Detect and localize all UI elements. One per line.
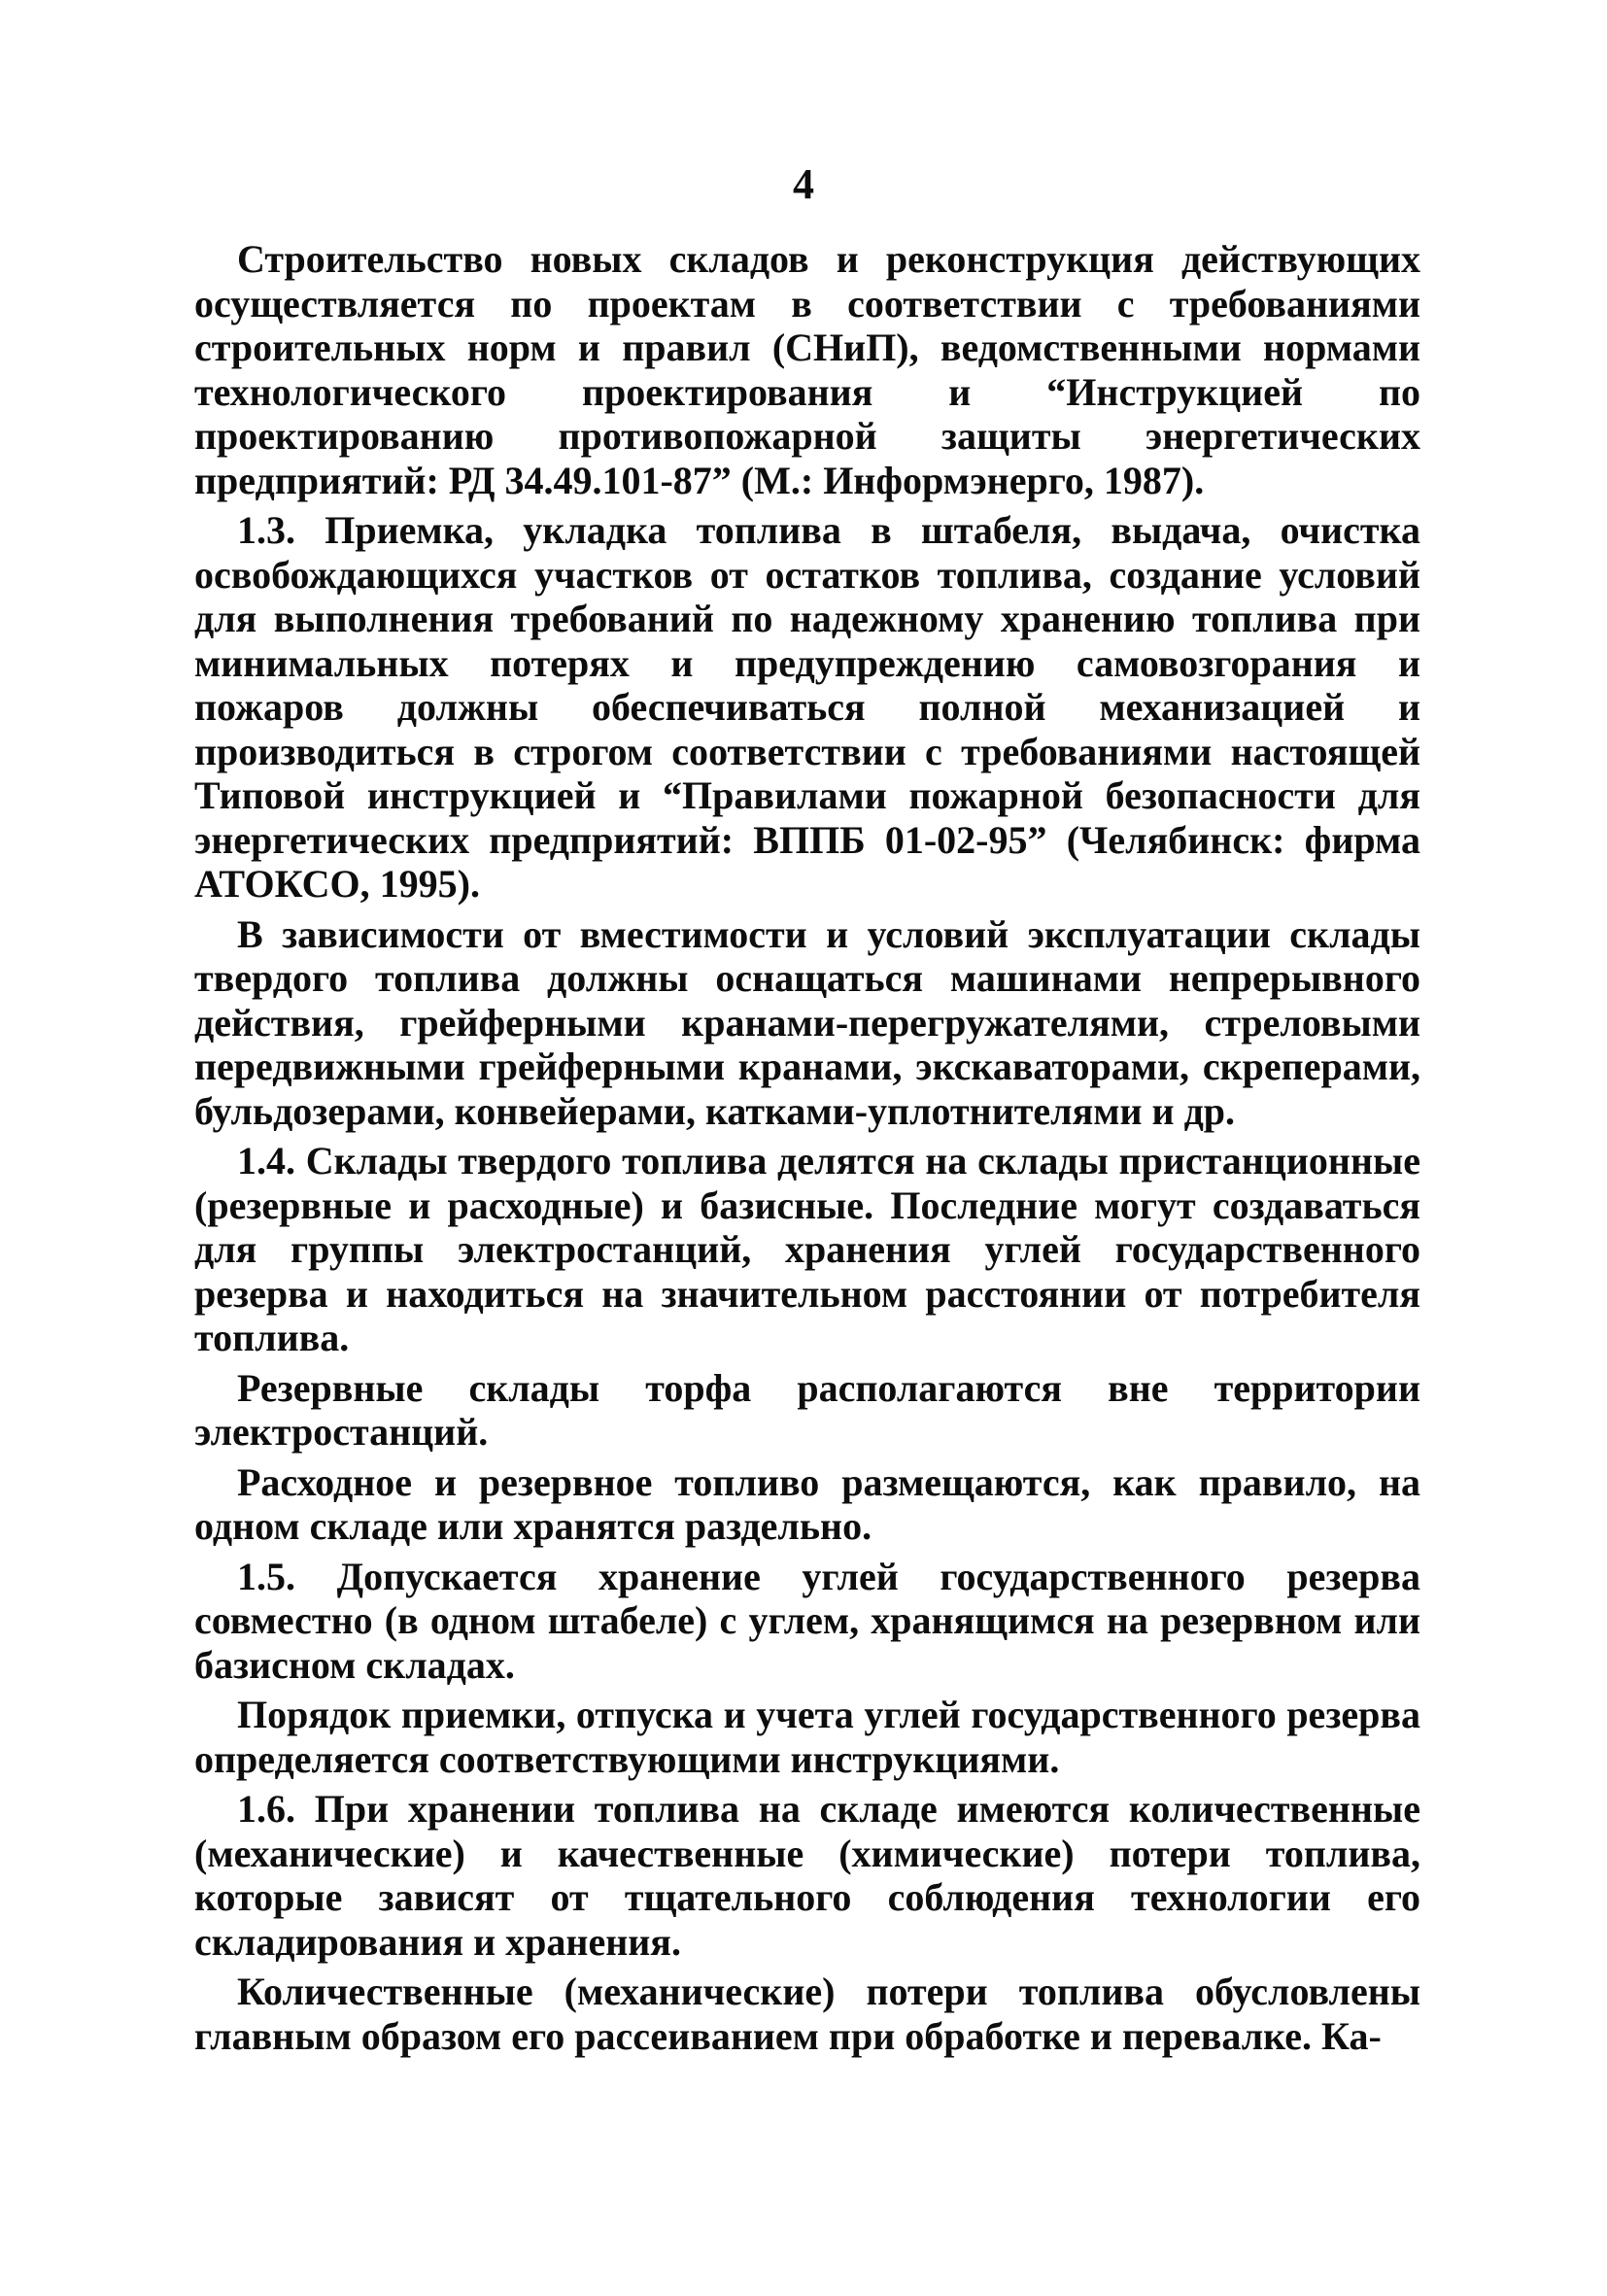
paragraph-reserve-procedure: Порядок приемки, отпуска и учета углей государственного резерва определяется соответствующими инструкциями. xyxy=(194,1693,1420,1781)
paragraph-mechanical-losses: Количественные (механические) потери топлива обусловлены главным образом его рассеиванием при обработке и перевалке. Ка- xyxy=(194,1970,1420,2058)
paragraph-peat-reserve: Резервные склады торфа располагаются вне территории электростанций. xyxy=(194,1365,1420,1454)
paragraph-1-5: 1.5. Допускается хранение углей государственного резерва совместно (в одном штабеле) с углем, хранящимся на резервном или базисном складах. xyxy=(194,1554,1420,1687)
paragraph-fuel-placement: Расходное и резервное топливо размещаются, как правило, на одном складе или хранятся раздельно. xyxy=(194,1459,1420,1548)
paragraph-construction: Строительство новых складов и реконструкция действующих осуществляется по проектам в соответствии с требованиями строительных норм и правил (СНиП), ведомственными нормами технологического проектирования и “Инструкцией по проектированию противопожарной защиты энергетических предприятий: РД 34.49.101-87” (М.: Информэнерго, 1987). xyxy=(194,237,1420,502)
page-number: 4 xyxy=(793,160,814,208)
paragraph-1-3: 1.3. Приемка, укладка топлива в штабеля, выдача, очистка освобождающихся участков от остатков топлива, создание условий для выполнения требований по надежному хранению топлива при минимальных потерях и предупреждению самовозгорания и пожаров должны обеспечиваться полной механизацией и производиться в строгом соответствии с требованиями настоящей Типовой инструкцией и “Правилами пожарной безопасности для энергетических предприятий: ВППБ 01-02-95” (Челябинск: фирма АТОКСО, 1995). xyxy=(194,508,1420,906)
paragraph-1-4: 1.4. Склады твердого топлива делятся на склады пристанционные (резервные и расходные) и базисные. Последние могут создаваться для группы электростанций, хранения углей государственного резерва и находиться на значительном расстоянии от потребителя топлива. xyxy=(194,1139,1420,1359)
paragraph-1-6: 1.6. При хранении топлива на складе имеются количественные (механические) и качественные (химические) потери топлива, которые зависят от тщательного соблюдения технологии его складирования и хранения. xyxy=(194,1787,1420,1964)
paragraph-equipment: В зависимости от вместимости и условий эксплуатации склады твердого топлива должны оснащаться машинами непрерывного действия, грейферными кранами-перегружателями, стреловыми передвижными грейферными кранами, экскаваторами, скреперами, бульдозерами, конвейерами, катками-уплотнителями и др. xyxy=(194,911,1420,1133)
body-text xyxy=(194,237,1420,2064)
